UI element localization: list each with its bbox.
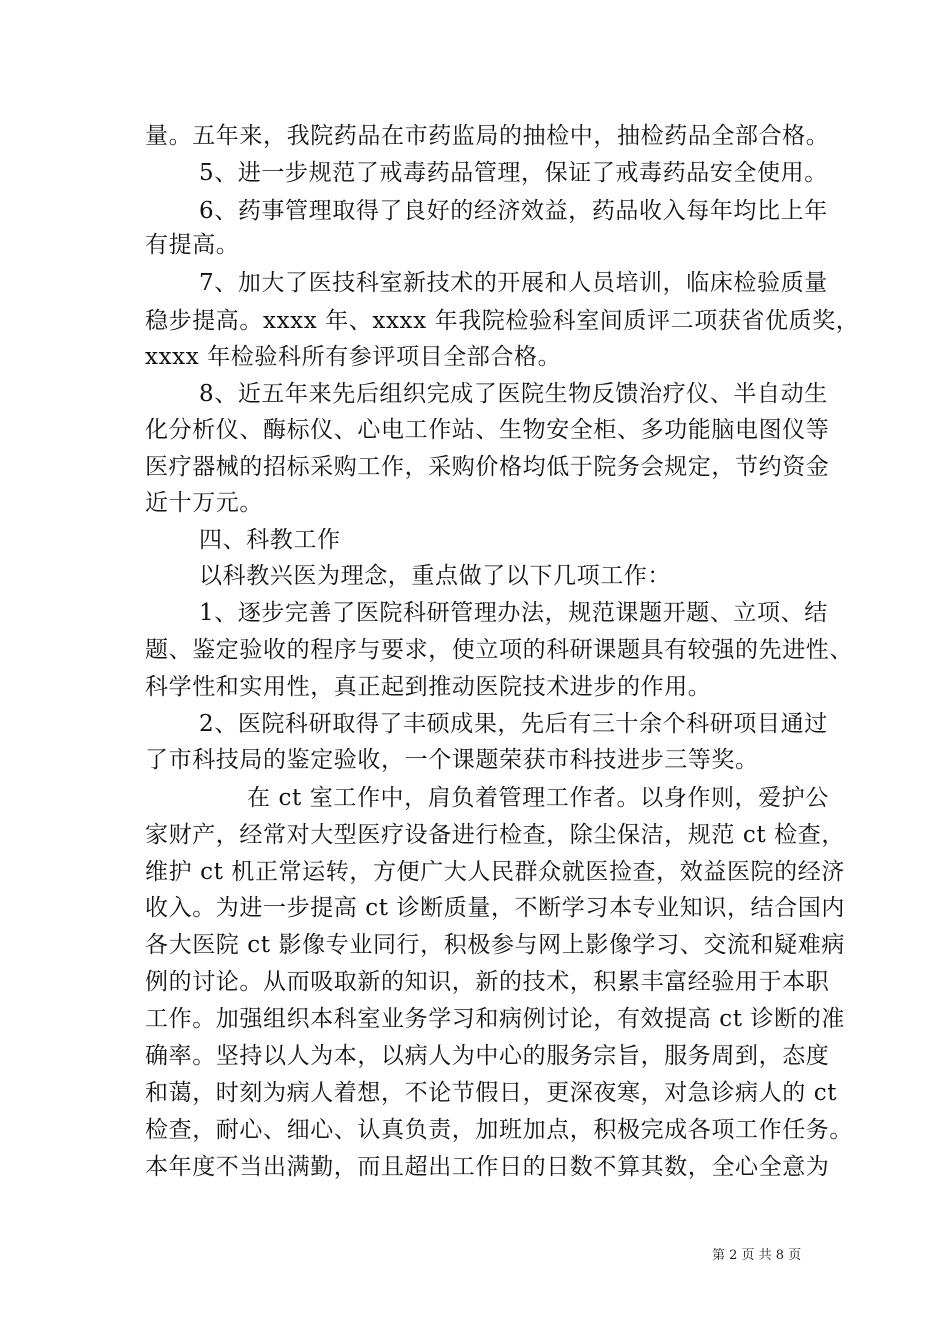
text-line: 检查，耐心、细心、认真负责，加班加点，积极完成各项工作任务。 (145, 1117, 853, 1143)
text-line: 1、逐步完善了医院科研管理办法，规范课题开题、立项、结 (199, 600, 828, 626)
text-line: 本年度不当出满勤，而且超出工作日的日数不算其数，全心全意为 (145, 1154, 830, 1180)
text-line: 8、近五年来先后组织完成了医院生物反馈治疗仪、半自动生 (199, 381, 828, 407)
text-line: 6、药事管理取得了良好的经济效益，药品收入每年均比上年 (199, 198, 828, 224)
text-line: 各大医院 ct 影像专业同行，积极参与网上影像学习、交流和疑难病 (145, 932, 845, 958)
text-line: 家财产，经常对大型医疗设备进行检查，除尘保洁，规范 ct 检查， (145, 822, 845, 848)
text-line: 7、加大了医技科室新技术的开展和人员培训，临床检验质量 (199, 270, 828, 296)
text-line: xxxx 年检验科所有参评项目全部合格。 (145, 344, 562, 370)
section-heading: 四、科教工作 (199, 527, 341, 553)
text-line: 以科教兴医为理念，重点做了以下几项工作： (199, 563, 671, 589)
text-line: 和蔼，时刻为病人着想，不论节假日，更深夜寒，对急诊病人的 ct (145, 1080, 838, 1106)
text-line: 稳步提高。xxxx 年、xxxx 年我院检验科室间质评二项获省优质奖， (145, 308, 860, 334)
text-line: 量。五年来，我院药品在市药监局的抽检中，抽检药品全部合格。 (145, 123, 830, 149)
text-line: 维护 ct 机正常运转，方便广大人民群众就医捡查，效益医院的经济 (145, 859, 845, 885)
page-number: 第 2 页 共 8 页 (712, 1248, 802, 1263)
text-line: 有提高。 (145, 232, 240, 258)
text-line: 收入。为进一步提高 ct 诊断质量，不断学习本专业知识，结合国内 (145, 895, 845, 921)
text-line: 工作。加强组织本科室业务学习和病例讨论，有效提高 ct 诊断的准 (145, 1006, 845, 1032)
text-line: 确率。坚持以人为本，以病人为中心的服务宗旨，服务周到，态度 (145, 1043, 830, 1069)
text-line: 题、鉴定验收的程序与要求，使立项的科研课题具有较强的先进性、 (145, 637, 853, 663)
text-line: 科学性和实用性，真正起到推动医院技术进步的作用。 (145, 674, 712, 700)
text-line: 近十万元。 (145, 490, 263, 516)
text-line: 2、医院科研取得了丰硕成果，先后有三十余个科研项目通过 (199, 711, 828, 737)
text-line: 医疗器械的招标采购工作，采购价格均低于院务会规定，节约资金 (145, 454, 830, 480)
text-line: 化分析仪、酶标仪、心电工作站、生物安全柜、多功能脑电图仪等 (145, 417, 830, 443)
text-line: 在 ct 室工作中，肩负着管理工作者。以身作则，爱护公 (247, 785, 829, 811)
text-line: 5、进一步规范了戒毒药品管理，保证了戒毒药品安全使用。 (199, 160, 828, 186)
text-line: 例的讨论。从而吸取新的知识，新的技术，积累丰富经验用于本职 (145, 969, 830, 995)
text-line: 了市科技局的鉴定验收，一个课题荣获市科技进步三等奖。 (145, 747, 759, 773)
